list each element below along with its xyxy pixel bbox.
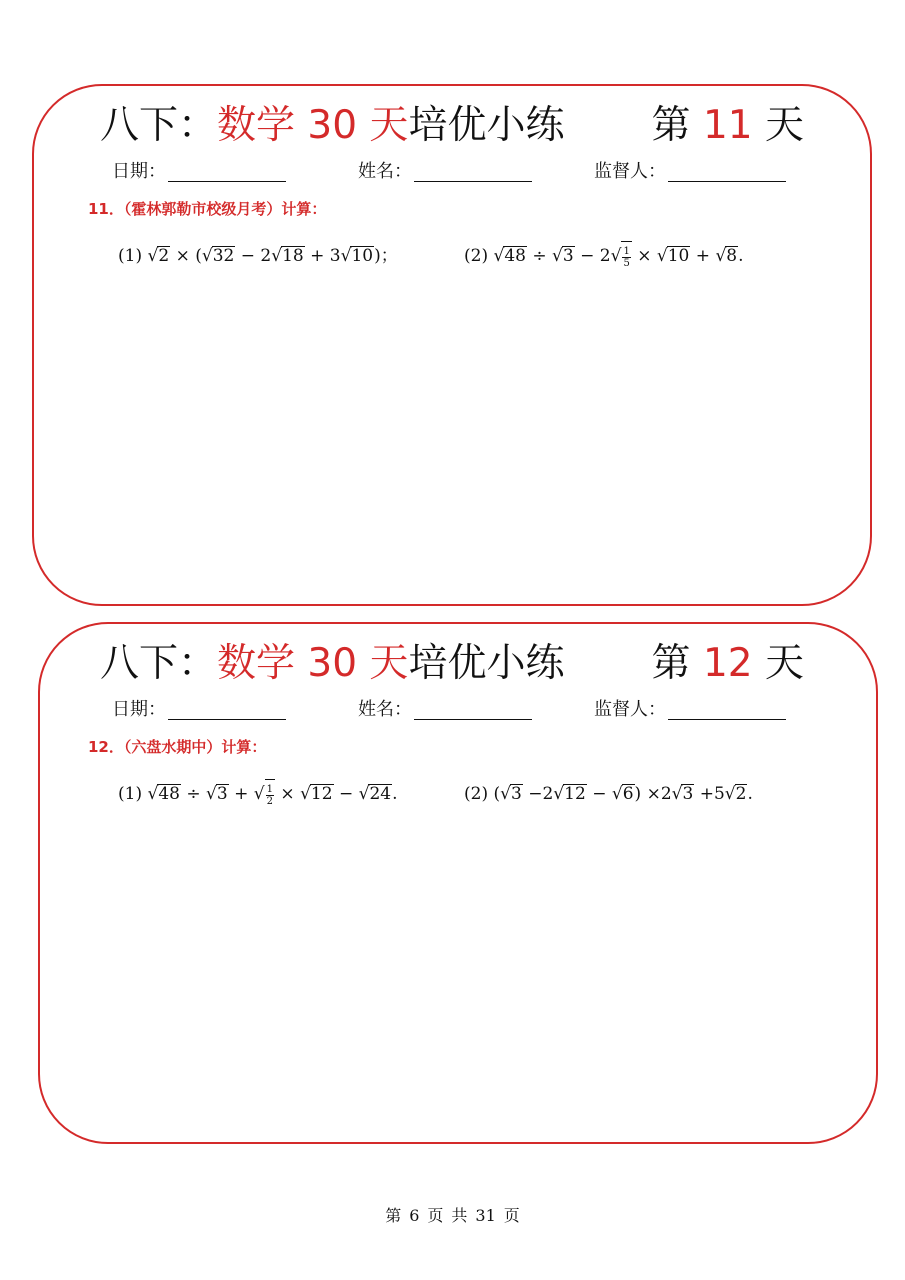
problem-part-2 [464,779,753,809]
radicand: 48 [504,246,526,266]
radicand: 10 [667,246,690,266]
period: . [738,246,744,266]
divide-sign: ÷ [186,784,201,804]
radicand: 24 [369,784,392,804]
part-label: (2) [464,246,489,266]
supervisor-blank[interactable] [668,701,786,720]
plus-sign: + [310,246,325,266]
card-title-row [34,100,870,156]
supervisor-label: 监督人： [594,161,666,182]
footer-text: 第 [385,1206,402,1225]
title-suffix: 培优小练 [408,103,565,148]
radicand: 3 [510,784,522,804]
radicand: 12 [310,784,333,804]
radical-sign: √ [500,784,511,804]
semicolon: ； [380,246,398,266]
card-title [100,638,564,690]
name-field[interactable] [358,696,532,724]
radical-sign: √ [271,246,283,266]
coefficient: 2 [599,246,611,266]
day-prefix: 第 [651,103,703,148]
radical-sign: √ [201,246,213,266]
radicand: 48 [158,784,180,804]
times-sign: × [646,784,661,804]
footer-text: 页 [503,1206,520,1225]
coefficient: 2 [260,246,272,266]
radical-sign: √ [253,784,265,804]
footer-text: 共 [451,1206,468,1225]
card-title-row [40,638,876,694]
question-header: 11．（霍林郭勒市校级月考）计算： [88,200,327,218]
minus-sign: − [240,246,256,266]
radical-sign: √ [611,784,623,804]
page-number: 6 [409,1206,420,1225]
name-label: 姓名： [358,161,412,182]
plus-sign: + [699,784,714,804]
title-red-part: 数学 30 天 [217,641,409,686]
paren: ) [374,246,381,266]
day-suffix: 天 [752,103,804,148]
supervisor-label: 监督人： [594,699,666,720]
radicand: 12 [564,784,586,804]
name-blank[interactable] [414,163,532,182]
radical-sign: √ [715,246,727,266]
numerator: 1 [623,246,630,257]
radicand: 18 [282,246,304,266]
date-blank[interactable] [168,701,286,720]
problem-part-1 [118,779,398,810]
date-label: 日期： [112,161,166,182]
minus-sign: − [528,784,543,804]
radical-sign: √ [724,784,736,804]
total-pages: 31 [475,1206,496,1225]
radicand: 2 [735,784,747,804]
radical-sign: √ [671,784,683,804]
period: . [392,784,398,804]
part-label: (1) [118,784,143,804]
paren: ( [195,246,202,266]
paren: ( [493,784,501,804]
day-suffix: 天 [752,641,804,686]
denominator: 2 [266,796,273,807]
radical-sign: √ [493,246,505,266]
fraction [266,784,274,807]
day-prefix: 第 [651,641,703,686]
radicand: 2 [158,246,170,266]
times-sign: × [175,246,190,266]
supervisor-blank[interactable] [668,163,786,182]
title-prefix: 八下： [100,641,218,686]
radical-sign: √ [147,784,159,804]
footer-text: 页 [427,1206,444,1225]
radicand: 8 [726,246,738,266]
radicand: 6 [622,784,634,804]
fraction-radicand [621,241,631,272]
fraction-radicand [265,779,275,810]
radicand: 10 [351,246,374,266]
radicand: 3 [216,784,228,804]
day-number: 12 [702,641,753,686]
radicand: 3 [682,784,694,804]
date-blank[interactable] [168,163,286,182]
radical-sign: √ [656,246,668,266]
radical-sign: √ [147,246,159,266]
radical-sign: √ [552,246,563,266]
coefficient: 2 [660,784,672,804]
denominator: 5 [623,258,630,269]
supervisor-field[interactable] [594,158,786,186]
title-red-part: 数学 30 天 [217,103,409,148]
page-footer [0,1203,905,1226]
info-row [112,158,812,186]
date-label: 日期： [112,699,166,720]
coefficient: 3 [329,246,341,266]
supervisor-field[interactable] [594,696,786,724]
minus-sign: − [580,246,595,266]
date-field[interactable] [112,158,286,186]
period: . [747,784,753,804]
title-prefix: 八下： [100,103,218,148]
radicand: 3 [562,246,574,266]
day-11-card [32,84,872,606]
radical-sign: √ [340,246,352,266]
times-sign: × [280,784,295,804]
day-label [652,638,804,690]
part-label: (2) [464,784,489,804]
radical-sign: √ [553,784,565,804]
name-blank[interactable] [414,701,532,720]
plus-sign: + [695,246,711,266]
numerator: 1 [266,784,273,795]
title-suffix: 培优小练 [408,641,565,686]
question-header: 12．（六盘水期中）计算： [88,738,267,756]
day-label [652,100,804,152]
paren: ) [634,784,642,804]
part-label: (1) [118,246,143,266]
day-number: 11 [702,103,753,148]
info-row [112,696,812,724]
radical-sign: √ [206,784,217,804]
coefficient: 5 [713,784,725,804]
day-12-card [38,622,878,1144]
coefficient: 2 [542,784,554,804]
radical-sign: √ [300,784,311,804]
radicand: 32 [212,246,235,266]
radical-sign: √ [610,246,622,266]
problem-part-2 [464,241,744,272]
problem-part-1 [118,241,398,271]
radical-sign: √ [358,784,370,804]
fraction [622,246,630,269]
times-sign: × [637,246,652,266]
minus-sign: − [592,784,607,804]
plus-sign: + [234,784,249,804]
date-field[interactable] [112,696,286,724]
card-title [100,100,564,152]
name-field[interactable] [358,158,532,186]
divide-sign: ÷ [532,246,547,266]
minus-sign: − [338,784,354,804]
name-label: 姓名： [358,699,412,720]
